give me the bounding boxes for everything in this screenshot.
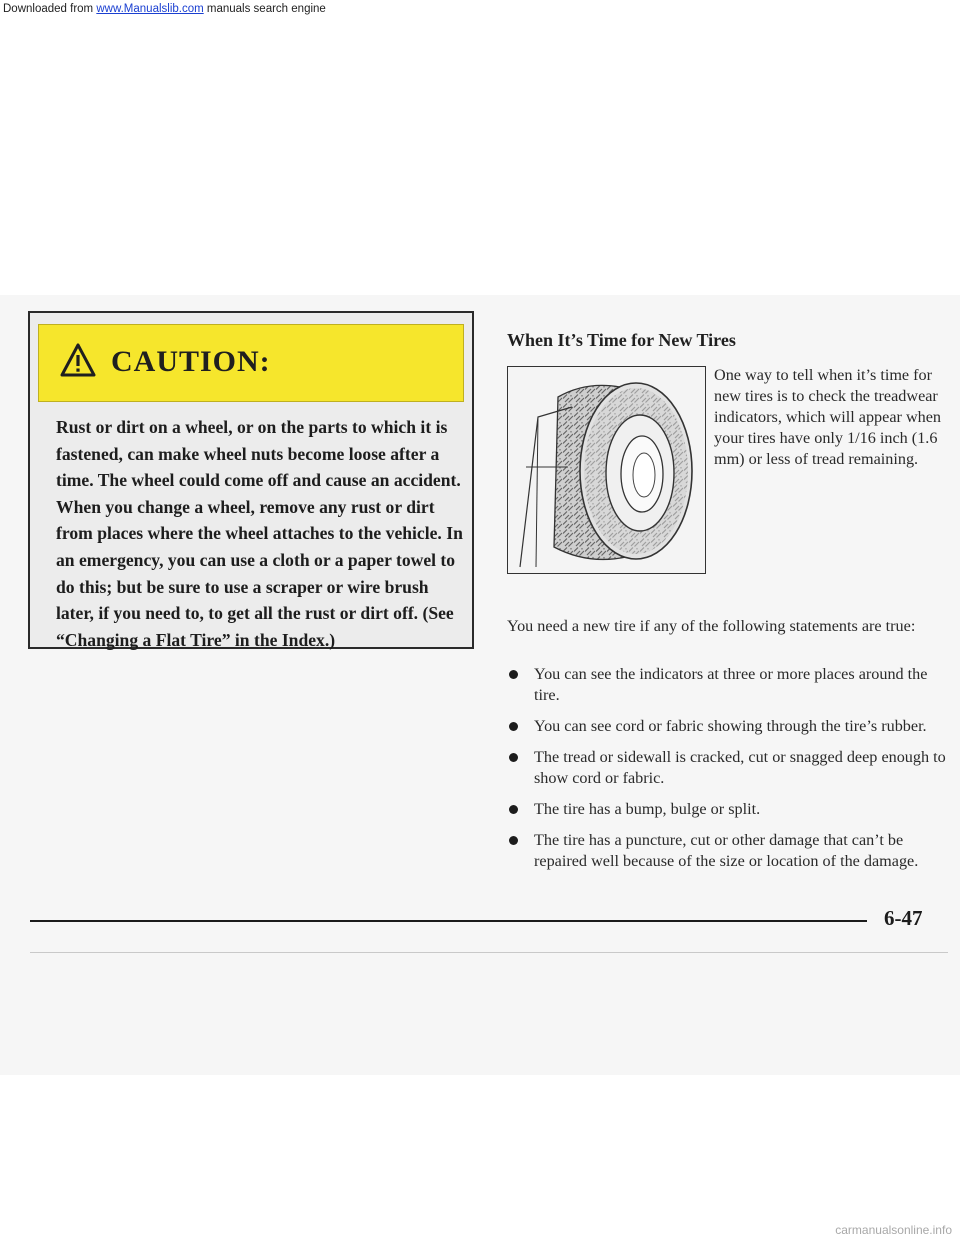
list-item-text: The tire has a puncture, cut or other damage that can’t be repaired well because of the size or location of the damage. xyxy=(534,831,919,870)
warning-triangle-icon xyxy=(60,343,96,377)
bullet-dot-icon xyxy=(509,670,518,679)
list-item xyxy=(507,830,947,872)
bullet-dot-icon xyxy=(509,753,518,762)
list-item xyxy=(507,664,947,706)
watermark-prefix: Downloaded from xyxy=(3,3,97,15)
section-title: When It’s Time for New Tires xyxy=(507,330,736,350)
list-item-text: You can see cord or fabric showing through the tire’s rubber. xyxy=(534,717,927,735)
tire-tread-icon xyxy=(508,367,704,572)
tire-intro-text: One way to tell when it’s time for new tires is to check the treadwear indicators, which will appear when your tires have only 1/16 inch (1.6 mm) or less of tread remaining. xyxy=(714,366,942,469)
download-watermark xyxy=(3,3,326,15)
caution-text: Rust or dirt on a wheel, or on the parts to which it is fastened, can make wheel nuts become loose after a time. The wheel could come off and cause an accident. When you change a wheel, remove any rust or dirt from places where the wheel attaches to the vehicle. In an emergency, you can use a cloth or a paper towel to do this; but be sure to use a scraper or wire brush later, if you need to, to get all the rust or dirt off. (See “Changing a Flat Tire” in the Index.) xyxy=(56,417,463,650)
footer-rule xyxy=(30,920,867,922)
bottom-watermark: carmanualsonline.info xyxy=(835,1223,952,1237)
bullet-dot-icon xyxy=(509,722,518,731)
list-item xyxy=(507,799,947,820)
list-item xyxy=(507,747,947,789)
list-item-text: The tire has a bump, bulge or split. xyxy=(534,800,761,818)
list-item-text: The tread or sidewall is cracked, cut or snagged deep enough to show cord or fabric. xyxy=(534,748,946,787)
statements-lead: You need a new tire if any of the following statements are true: xyxy=(507,617,916,635)
watermark-suffix: manuals search engine xyxy=(203,3,326,15)
caution-header xyxy=(38,324,464,402)
caution-title: CAUTION: xyxy=(111,345,271,378)
manualslib-link[interactable]: www.Manualslib.com xyxy=(96,3,204,15)
bullet-dot-icon xyxy=(509,836,518,845)
list-item-text: You can see the indicators at three or more places around the tire. xyxy=(534,665,928,704)
page-number: 6-47 xyxy=(884,906,923,930)
list-item xyxy=(507,716,947,737)
caution-box xyxy=(28,311,474,649)
bullet-dot-icon xyxy=(509,805,518,814)
faint-divider xyxy=(30,952,948,953)
tire-illustration xyxy=(507,366,706,574)
new-tire-conditions-list xyxy=(507,664,947,882)
